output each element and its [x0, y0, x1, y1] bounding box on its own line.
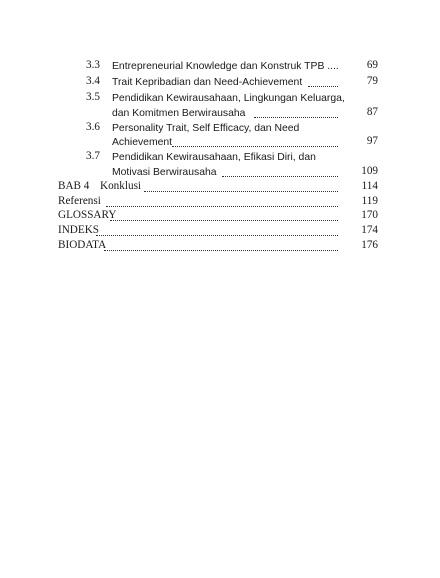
chapter-label: BAB 4: [58, 180, 90, 192]
section-number: 3.4: [86, 75, 100, 87]
section-title-line-2: Achievement: [112, 137, 173, 148]
dot-leader: [222, 175, 338, 177]
page-number: 174: [361, 224, 378, 236]
dot-leader: [254, 116, 338, 118]
section-title-line-1: Pendidikan Kewirausahaan, Efikasi Diri, dan: [112, 152, 316, 163]
page-number: 176: [361, 239, 378, 251]
page-number: 69: [366, 59, 378, 71]
dot-leader: [106, 205, 338, 207]
dot-leader: [172, 145, 338, 147]
section-number: 3.3: [86, 59, 100, 71]
section-title-line-2: dan Komitmen Berwirausaha: [112, 108, 246, 119]
dot-leader: [308, 85, 338, 87]
section-number: 3.6: [86, 121, 100, 133]
page-number: 119: [361, 195, 378, 207]
section-title: Entrepreneurial Knowledge dan Konstruk TPB ....: [112, 61, 339, 72]
page-number: 170: [361, 209, 378, 221]
entry-title: Referensi: [58, 195, 101, 207]
entry-title: BIODATA: [58, 239, 107, 251]
section-title-line-2: Motivasi Berwirausaha: [112, 167, 217, 178]
page-number: 114: [361, 180, 378, 192]
section-number: 3.5: [86, 91, 100, 103]
section-title-line-1: Pendidikan Kewirausahaan, Lingkungan Keluarga,: [112, 93, 345, 104]
section-title-line-1: Personality Trait, Self Efficacy, dan Need: [112, 123, 300, 134]
page-number: 79: [366, 75, 378, 87]
dot-leader: [110, 219, 338, 221]
entry-title: INDEKS: [58, 224, 100, 236]
entry-title: GLOSSARY: [58, 209, 117, 221]
page-number: 97: [366, 135, 378, 147]
dot-leader: [144, 190, 338, 192]
chapter-title: Konklusi: [100, 180, 142, 192]
section-title: Trait Kepribadian dan Need-Achievement: [112, 77, 303, 88]
page-number: 87: [366, 106, 378, 118]
dot-leader: [104, 249, 338, 251]
dot-leader: [96, 234, 338, 236]
section-number: 3.7: [86, 150, 100, 162]
page-number: 109: [361, 165, 378, 177]
